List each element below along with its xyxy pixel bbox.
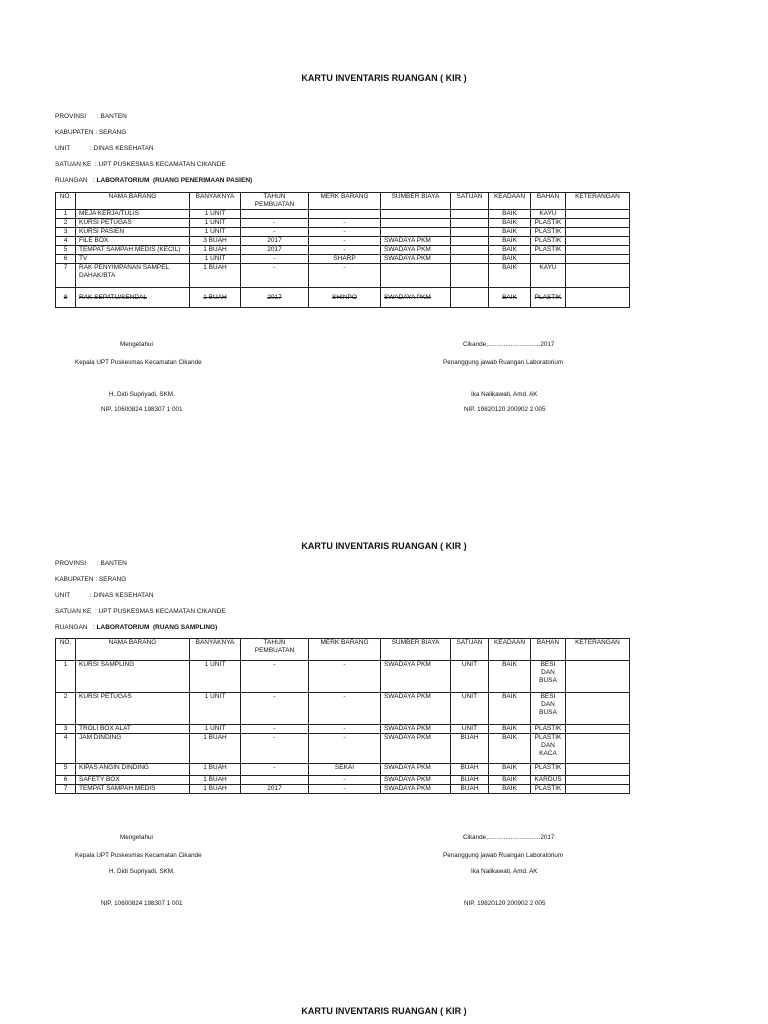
header-merk: MERK BARANG xyxy=(309,193,381,210)
kir2-provinsi: PROVINSI : BANTEN xyxy=(55,560,127,567)
cell-bahan: PLASTIK xyxy=(531,764,566,776)
cell-banyak: 1 BUAH xyxy=(190,734,241,764)
kir2-ruangan xyxy=(55,624,217,631)
cell-satuan xyxy=(451,219,489,228)
cell-nama: TEMPAT SAMPAH MEDIS xyxy=(76,785,190,794)
cell-merk xyxy=(309,210,381,219)
kir1-satuan: SATUAN KE : UPT PUSKESMAS KECAMATAN CIKANDE xyxy=(55,161,226,168)
cell-sumber: SWADAYA PKM xyxy=(381,237,451,246)
cell-banyak: 1 UNIT xyxy=(190,228,241,237)
cell-tahun: - xyxy=(241,725,309,734)
cell-tahun: 2017 xyxy=(241,237,309,246)
cell-satuan xyxy=(451,237,489,246)
cell-keadaan: BAIK xyxy=(489,237,531,246)
cell-satuan xyxy=(451,210,489,219)
cell-keterangan xyxy=(566,219,630,228)
cell-sumber xyxy=(381,264,451,288)
cell-sumber: SWADAYA PKM xyxy=(381,734,451,764)
header-sumber: SUMBER BIAYA xyxy=(381,639,451,661)
cell-satuan: UNIT xyxy=(451,661,489,693)
cell-bahan: PLASTIK xyxy=(531,288,566,308)
kir2-nama-penanggung: Ika Nalikawati, Amd. AK xyxy=(471,868,538,875)
cell-no: 7 xyxy=(56,785,76,794)
cell-no: 5 xyxy=(56,764,76,776)
kir2-nip-penanggung: NIP. 19820120 200902 2 005 xyxy=(464,900,546,907)
cell-satuan xyxy=(451,288,489,308)
cell-merk: - xyxy=(309,237,381,246)
table-row xyxy=(56,237,630,246)
table-row xyxy=(56,288,630,308)
table-row xyxy=(56,764,630,776)
header-satuan: SATUAN xyxy=(451,639,489,661)
cell-satuan: UNIT xyxy=(451,725,489,734)
cell-sumber: SWADAYA PKM xyxy=(381,288,451,308)
cell-no: 8 xyxy=(56,288,76,308)
cell-keterangan xyxy=(566,246,630,255)
cell-merk: - xyxy=(309,734,381,764)
cell-satuan: BUAH xyxy=(451,764,489,776)
cell-tahun: - xyxy=(241,693,309,725)
cell-no: 2 xyxy=(56,693,76,725)
kir2-ruangan-value: LABORATORIUM (RUANG SAMPLING) xyxy=(96,624,218,631)
cell-banyak: 1 BUAH xyxy=(190,785,241,794)
cell-merk: - xyxy=(309,693,381,725)
header-sumber: SUMBER BIAYA xyxy=(381,193,451,210)
cell-no: 7 xyxy=(56,264,76,288)
kir1-kabupaten: KABUPATEN : SERANG xyxy=(55,129,127,136)
cell-banyak: 1 UNIT xyxy=(190,661,241,693)
kir1-nama-penanggung: Ika Nalikawati, Amd. AK xyxy=(471,391,538,398)
cell-keadaan: BAIK xyxy=(489,228,531,237)
cell-nama: TEMPAT SAMPAH MEDIS (KECIL) xyxy=(76,246,190,255)
cell-banyak: 1 BUAH xyxy=(190,764,241,776)
kir2-kepala: Kepala UPT Puskesmas Kecamatan Cikande xyxy=(75,852,202,859)
cell-banyak: 1 BUAH xyxy=(190,776,241,785)
header-nama-barang: NAMA BARANG xyxy=(76,193,190,210)
cell-no: 6 xyxy=(56,776,76,785)
header-nama-barang: NAMA BARANG xyxy=(76,639,190,661)
header-bahan: BAHAN xyxy=(531,193,566,210)
kir3-title: KARTU INVENTARIS RUANGAN ( KIR ) xyxy=(301,1006,467,1016)
kir1-mengetahui: Mengetahui xyxy=(120,341,153,348)
cell-keterangan xyxy=(566,264,630,288)
cell-nama: FILE BOX xyxy=(76,237,190,246)
header-bahan: BAHAN xyxy=(531,639,566,661)
cell-satuan xyxy=(451,228,489,237)
cell-merk: - xyxy=(309,264,381,288)
cell-bahan: PLASTIK xyxy=(531,725,566,734)
cell-banyak: 1 UNIT xyxy=(190,693,241,725)
cell-tahun: - xyxy=(241,228,309,237)
cell-tahun: 2017 xyxy=(241,288,309,308)
cell-sumber xyxy=(381,219,451,228)
cell-satuan xyxy=(451,255,489,264)
table-row xyxy=(56,734,630,764)
cell-tahun: 2017 xyxy=(241,785,309,794)
cell-satuan: BUAH xyxy=(451,785,489,794)
cell-merk: - xyxy=(309,785,381,794)
cell-banyak: 1 BUAH xyxy=(190,288,241,308)
cell-no: 4 xyxy=(56,237,76,246)
kir2-title: KARTU INVENTARIS RUANGAN ( KIR ) xyxy=(301,541,467,551)
kir1-ruangan xyxy=(55,177,252,184)
cell-satuan: UNIT xyxy=(451,693,489,725)
table-row xyxy=(56,725,630,734)
cell-keterangan xyxy=(566,255,630,264)
header-keadaan: KEADAAN xyxy=(489,639,531,661)
cell-keadaan: BAIK xyxy=(489,693,531,725)
cell-no: 4 xyxy=(56,734,76,764)
cell-banyak: 1 UNIT xyxy=(190,725,241,734)
header-banyaknya: BANYAKNYA xyxy=(190,193,241,210)
cell-no: 3 xyxy=(56,228,76,237)
kir1-ruangan-value: LABORATORIUM (RUANG PENERIMAAN PASIEN) xyxy=(96,177,253,184)
kir2-unit: UNIT : DINAS KESEHATAN xyxy=(55,592,154,599)
cell-sumber: SWADAYA PKM xyxy=(381,776,451,785)
cell-banyak: 1 UNIT xyxy=(190,210,241,219)
cell-sumber xyxy=(381,228,451,237)
cell-sumber: SWADAYA PKM xyxy=(381,693,451,725)
cell-merk: - xyxy=(309,725,381,734)
kir1-provinsi: PROVINSI : BANTEN xyxy=(55,113,127,120)
cell-keterangan xyxy=(566,764,630,776)
header-no: NO. xyxy=(56,639,76,661)
cell-merk: - xyxy=(309,219,381,228)
cell-keterangan xyxy=(566,725,630,734)
cell-tahun xyxy=(241,210,309,219)
cell-keadaan: BAIK xyxy=(489,725,531,734)
cell-banyak: 3 BUAH xyxy=(190,237,241,246)
kir2-table xyxy=(55,638,630,794)
cell-no: 6 xyxy=(56,255,76,264)
cell-keterangan xyxy=(566,288,630,308)
cell-bahan: BESI DAN BUSA xyxy=(531,661,566,693)
cell-keadaan: BAIK xyxy=(489,246,531,255)
cell-keterangan xyxy=(566,661,630,693)
cell-nama: KURSI PETUGAS xyxy=(76,693,190,725)
cell-keterangan xyxy=(566,237,630,246)
cell-satuan xyxy=(451,264,489,288)
cell-bahan: PLASTIK xyxy=(531,785,566,794)
cell-sumber: SWADAYA PKM xyxy=(381,246,451,255)
kir2-kabupaten: KABUPATEN : SERANG xyxy=(55,576,127,583)
kir2-nama-kepala: H. Didi Supriyadi, SKM. xyxy=(109,868,175,875)
cell-keadaan: BAIK xyxy=(489,764,531,776)
header-keadaan: KEADAAN xyxy=(489,193,531,210)
cell-keadaan: BAIK xyxy=(489,210,531,219)
cell-bahan: BESI DAN BUSA xyxy=(531,693,566,725)
table-row xyxy=(56,661,630,693)
kir1-header-row xyxy=(56,193,630,210)
cell-merk: - xyxy=(309,228,381,237)
cell-bahan xyxy=(531,255,566,264)
cell-keadaan: BAIK xyxy=(489,255,531,264)
cell-banyak: 1 BUAH xyxy=(190,246,241,255)
cell-nama: MEJA KERJA/TULIS xyxy=(76,210,190,219)
cell-keterangan xyxy=(566,210,630,219)
cell-merk: SHARP xyxy=(309,255,381,264)
kir2-satuan: SATUAN KE : UPT PUSKESMAS KECAMATAN CIKANDE xyxy=(55,608,226,615)
cell-keadaan: BAIK xyxy=(489,776,531,785)
kir2-header-row xyxy=(56,639,630,661)
kir2-mengetahui: Mengetahui xyxy=(120,834,153,841)
cell-keadaan: BAIK xyxy=(489,661,531,693)
kir1-kepala: Kepala UPT Puskesmas Kecamatan Cikande xyxy=(75,359,202,366)
cell-keterangan xyxy=(566,785,630,794)
kir2-tempat-tanggal: Cikande,..............................2017 xyxy=(463,834,555,841)
kir2-penanggung: Penanggung jawab Ruangan Laboratorium xyxy=(443,852,564,859)
table-row xyxy=(56,693,630,725)
cell-tahun: - xyxy=(241,255,309,264)
table-row xyxy=(56,255,630,264)
kir1-ruangan-label: RUANGAN : xyxy=(55,177,95,184)
cell-nama: KURSI SAMPLING xyxy=(76,661,190,693)
cell-banyak: 1 UNIT xyxy=(190,219,241,228)
kir2-nip-kepala: NIP. 10600824 198307 1 001 xyxy=(101,900,183,907)
cell-keadaan: BAIK xyxy=(489,785,531,794)
cell-sumber: SWADAYA PKM xyxy=(381,725,451,734)
cell-tahun: - xyxy=(241,219,309,228)
table-row xyxy=(56,246,630,255)
cell-sumber xyxy=(381,210,451,219)
cell-tahun: - xyxy=(241,734,309,764)
header-tahun: TAHUN PEMBUATAN xyxy=(241,639,309,661)
cell-sumber: SWADAYA PKM xyxy=(381,255,451,264)
cell-tahun: 2017 xyxy=(241,246,309,255)
cell-tahun: - xyxy=(241,764,309,776)
cell-tahun xyxy=(241,776,309,785)
cell-merk: SEKAI xyxy=(309,764,381,776)
cell-no: 5 xyxy=(56,246,76,255)
cell-bahan: KAYU xyxy=(531,210,566,219)
header-keterangan: KETERANGAN xyxy=(566,639,630,661)
cell-nama: TROLI BOX ALAT xyxy=(76,725,190,734)
table-row xyxy=(56,219,630,228)
header-banyaknya: BANYAKNYA xyxy=(190,639,241,661)
cell-bahan: PLASTIK xyxy=(531,228,566,237)
cell-no: 2 xyxy=(56,219,76,228)
cell-no: 1 xyxy=(56,661,76,693)
cell-satuan: BUAH xyxy=(451,734,489,764)
cell-keadaan: BAIK xyxy=(489,264,531,288)
table-row xyxy=(56,264,630,288)
cell-keterangan xyxy=(566,228,630,237)
cell-bahan: KARDUS xyxy=(531,776,566,785)
cell-merk: SHINPO xyxy=(309,288,381,308)
kir1-title: KARTU INVENTARIS RUANGAN ( KIR ) xyxy=(301,73,467,83)
table-row xyxy=(56,228,630,237)
header-tahun: TAHUN PEMBUATAN xyxy=(241,193,309,210)
cell-satuan xyxy=(451,246,489,255)
cell-no: 1 xyxy=(56,210,76,219)
kir1-penanggung: Penanggung jawab Ruangan Laboratorium xyxy=(443,359,564,366)
cell-banyak: 1 UNIT xyxy=(190,255,241,264)
cell-banyak: 1 BUAH xyxy=(190,264,241,288)
cell-sumber: SWADAYA PKM xyxy=(381,661,451,693)
header-no: NO. xyxy=(56,193,76,210)
kir1-nip-kepala: NIP. 10600824 198307 1 001 xyxy=(101,406,183,413)
table-row xyxy=(56,776,630,785)
cell-keterangan xyxy=(566,734,630,764)
cell-nama: KURSI PETUGAS xyxy=(76,219,190,228)
cell-nama: RAK PENYIMPANAN SAMPEL DAHAK/BTA xyxy=(76,264,190,288)
header-satuan: SATUAN xyxy=(451,193,489,210)
cell-no: 3 xyxy=(56,725,76,734)
cell-nama: KIPAS ANGIN DINDING xyxy=(76,764,190,776)
cell-keterangan xyxy=(566,776,630,785)
cell-satuan: BUAH xyxy=(451,776,489,785)
cell-bahan: PLASTIK xyxy=(531,219,566,228)
kir2-ruangan-label: RUANGAN : xyxy=(55,624,95,631)
cell-bahan: PLASTIK xyxy=(531,237,566,246)
cell-bahan: PLASTIK xyxy=(531,246,566,255)
cell-keadaan: BAIK xyxy=(489,288,531,308)
cell-keadaan: BAIK xyxy=(489,219,531,228)
cell-keterangan xyxy=(566,693,630,725)
cell-bahan: KAYU xyxy=(531,264,566,288)
cell-sumber: SWADAYA PKM xyxy=(381,764,451,776)
cell-nama: KURSI PASIEN xyxy=(76,228,190,237)
kir1-table xyxy=(55,192,630,308)
kir1-unit: UNIT : DINAS KESEHATAN xyxy=(55,145,154,152)
header-keterangan: KETERANGAN xyxy=(566,193,630,210)
kir1-nip-penanggung: NIP. 19820120 200902 2 005 xyxy=(464,406,546,413)
cell-merk: - xyxy=(309,776,381,785)
cell-tahun: - xyxy=(241,661,309,693)
table-row xyxy=(56,210,630,219)
cell-bahan: PLASTIK DAN KACA xyxy=(531,734,566,764)
cell-nama: JAM DINDING xyxy=(76,734,190,764)
kir1-nama-kepala: H. Didi Supriyadi, SKM. xyxy=(109,391,175,398)
cell-nama: TV xyxy=(76,255,190,264)
cell-keadaan: BAIK xyxy=(489,734,531,764)
cell-tahun: - xyxy=(241,264,309,288)
cell-merk: - xyxy=(309,661,381,693)
cell-sumber: SWADAYA PKM xyxy=(381,785,451,794)
cell-nama: SAFETY BOX xyxy=(76,776,190,785)
cell-merk: - xyxy=(309,246,381,255)
header-merk: MERK BARANG xyxy=(309,639,381,661)
cell-nama: RAK SEPATU/SENDAL xyxy=(76,288,190,308)
table-row xyxy=(56,785,630,794)
kir1-tempat-tanggal: Cikande,..............................2017 xyxy=(463,341,555,348)
